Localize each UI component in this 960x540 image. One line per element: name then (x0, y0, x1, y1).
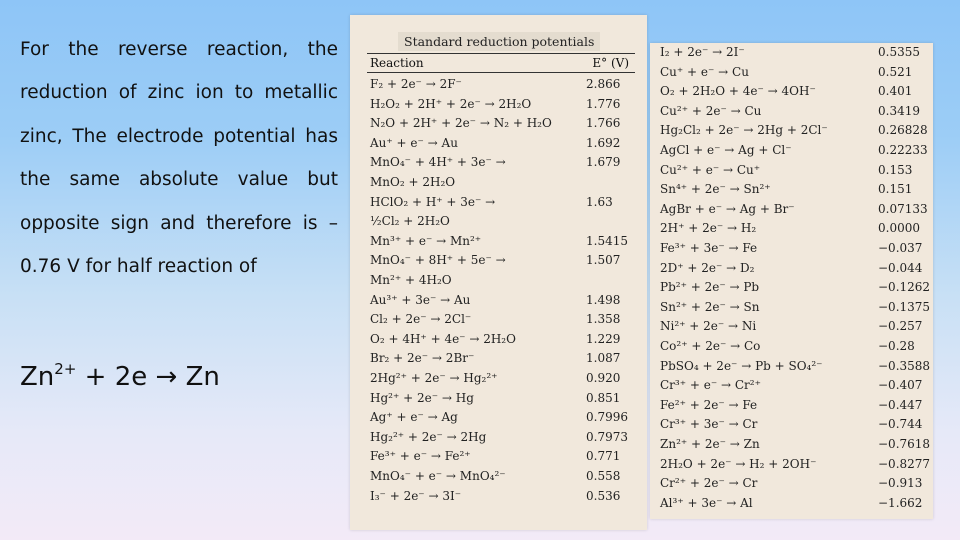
reaction-cell: Br₂ + 2e⁻ → 2Br⁻ (370, 351, 475, 366)
potential-cell: 0.151 (878, 182, 913, 197)
potential-cell: 0.7973 (586, 429, 628, 444)
potential-cell: 1.766 (586, 116, 621, 131)
potential-cell: 0.536 (586, 488, 621, 503)
potential-cell: 0.401 (878, 84, 913, 99)
table-row (660, 337, 925, 355)
reaction-cell: Zn²⁺ + 2e⁻ → Zn (660, 437, 760, 451)
potential-cell: −0.913 (878, 476, 923, 491)
table-row (370, 193, 635, 211)
potential-cell: 0.3419 (878, 103, 920, 118)
table-row (660, 259, 925, 277)
reaction-cell: MnO₄⁻ + 8H⁺ + 5e⁻ → (370, 253, 506, 268)
reaction-cell: Au³⁺ + 3e⁻ → Au (370, 292, 471, 307)
table-row (370, 173, 635, 191)
potential-cell: 0.26828 (878, 123, 928, 138)
reaction-cell: Cr³⁺ + 3e⁻ → Cr (660, 417, 758, 432)
reaction-cell: AgBr + e⁻ → Ag + Br⁻ (660, 201, 795, 216)
reaction-cell: Fe²⁺ + 2e⁻ → Fe (660, 397, 758, 412)
table-row (370, 251, 635, 269)
potential-cell: 1.498 (586, 292, 621, 307)
table-row (660, 494, 925, 512)
reaction-cell: Sn²⁺ + 2e⁻ → Sn (660, 299, 760, 314)
potential-cell: 0.07133 (878, 201, 928, 216)
potential-cell: −0.044 (878, 260, 923, 275)
table-row (370, 232, 635, 250)
equation-rest: + 2e → Zn (76, 362, 220, 392)
header-e0: E° (V) (592, 56, 629, 70)
reaction-cell: Fe³⁺ + 3e⁻ → Fe (660, 241, 758, 255)
reaction-cell: 2H₂O + 2e⁻ → H₂ + 2OH⁻ (660, 456, 817, 471)
reaction-cell: HClO₂ + H⁺ + 3e⁻ → (370, 194, 496, 209)
potential-cell: 1.358 (586, 312, 621, 327)
table-row (370, 467, 635, 485)
reaction-cell: F₂ + 2e⁻ → 2F⁻ (370, 77, 462, 91)
table-row (660, 317, 925, 335)
table-row (660, 180, 925, 198)
potential-cell: 0.558 (586, 469, 621, 483)
reaction-cell: I₃⁻ + 2e⁻ → 3I⁻ (370, 488, 462, 503)
reaction-cell: H₂O₂ + 2H⁺ + 2e⁻ → 2H₂O (370, 96, 532, 111)
table-row (660, 43, 925, 61)
reaction-cell: MnO₂ + 2H₂O (370, 175, 456, 189)
table-row (660, 376, 925, 394)
table-row (660, 455, 931, 473)
reaction-cell: Cu²⁺ + 2e⁻ → Cu (660, 103, 762, 118)
table-row (660, 200, 928, 218)
potential-cell: −0.7618 (878, 437, 931, 451)
potential-cell: 1.679 (586, 155, 621, 170)
table-row (660, 141, 928, 159)
reaction-cell: 2H⁺ + 2e⁻ → H₂ (660, 221, 757, 236)
reaction-cell: Fe³⁺ + e⁻ → Fe²⁺ (370, 449, 471, 464)
potential-cell: 1.5415 (586, 233, 628, 248)
potential-cell: −0.1262 (878, 280, 931, 295)
header-reaction: Reaction (370, 56, 424, 70)
potential-cell: 0.7996 (586, 410, 628, 425)
potential-cell: −0.744 (878, 417, 923, 432)
potential-cell: 0.0000 (878, 221, 920, 236)
potential-cell: −0.257 (878, 319, 923, 334)
potential-cell: 0.920 (586, 371, 621, 385)
reaction-cell: Cr³⁺ + e⁻ → Cr²⁺ (660, 378, 761, 393)
reaction-cell: 2Hg²⁺ + 2e⁻ → Hg₂²⁺ (370, 371, 498, 385)
table-row (370, 428, 635, 446)
potential-cell: 0.521 (878, 64, 913, 79)
reaction-cell: Mn²⁺ + 4H₂O (370, 273, 452, 287)
potential-cell: 1.63 (586, 194, 613, 209)
explanation-paragraph: For the reverse reaction, the reduction of zinc ion to metallic zinc, The electrode potential has the same absolute value but opposite sign and therefore is – 0.76 V for half reaction of (20, 39, 338, 278)
reaction-cell: Ag⁺ + e⁻ → Ag (370, 410, 458, 425)
table-row (370, 75, 635, 93)
table-row (660, 161, 925, 179)
table-row (660, 298, 931, 316)
reaction-cell: Pb²⁺ + 2e⁻ → Pb (660, 280, 760, 295)
table-title: Standard reduction potentials (398, 32, 600, 51)
potential-cell: 1.507 (586, 253, 621, 268)
equation-lhs: Zn (20, 362, 55, 392)
table-row (660, 102, 925, 120)
table-row (660, 357, 931, 375)
potential-cell: −1.662 (878, 495, 923, 510)
table-row (370, 310, 635, 328)
reaction-cell: N₂O + 2H⁺ + 2e⁻ → N₂ + H₂O (370, 116, 552, 131)
potential-cell: 1.776 (586, 96, 621, 111)
table-row (370, 389, 635, 407)
table-row (370, 134, 635, 152)
table-row (370, 153, 635, 171)
table-row (660, 396, 925, 414)
potential-cell: 0.22233 (878, 143, 928, 157)
potential-cell: −0.037 (878, 241, 923, 255)
table-header (367, 53, 635, 73)
reaction-cell: Al³⁺ + 3e⁻ → Al (660, 495, 753, 510)
reaction-cell: Hg₂²⁺ + 2e⁻ → 2Hg (370, 429, 487, 444)
reaction-cell: O₂ + 4H⁺ + 4e⁻ → 2H₂O (370, 331, 516, 346)
reaction-cell: Ni²⁺ + 2e⁻ → Ni (660, 319, 757, 334)
potential-cell: −0.1375 (878, 299, 931, 314)
table-row (660, 82, 925, 100)
equation-charge: 2+ (54, 360, 77, 378)
table-row (370, 408, 635, 426)
reaction-cell: Sn⁴⁺ + 2e⁻ → Sn²⁺ (660, 182, 771, 197)
reaction-cell: Cr²⁺ + 2e⁻ → Cr (660, 476, 758, 491)
potential-cell: 1.087 (586, 351, 621, 366)
reaction-cell: MnO₄⁻ + e⁻ → MnO₄²⁻ (370, 469, 506, 483)
reaction-cell: I₂ + 2e⁻ → 2I⁻ (660, 45, 745, 59)
reaction-cell: ½Cl₂ + 2H₂O (370, 214, 450, 229)
table-row (660, 435, 931, 453)
potential-cell: 2.866 (586, 77, 621, 91)
table-row (370, 212, 635, 230)
reaction-cell: Cu²⁺ + e⁻ → Cu⁺ (660, 162, 761, 177)
reaction-cell: Hg²⁺ + 2e⁻ → Hg (370, 390, 474, 405)
table-row (370, 330, 635, 348)
reaction-cell: Au⁺ + e⁻ → Au (370, 135, 458, 150)
potential-cell: −0.8277 (878, 456, 931, 471)
table-row (370, 95, 635, 113)
table-row (660, 239, 925, 257)
table-row (660, 63, 925, 81)
reaction-cell: Cl₂ + 2e⁻ → 2Cl⁻ (370, 312, 472, 327)
reaction-cell: Cu⁺ + e⁻ → Cu (660, 64, 749, 79)
potential-cell: 0.851 (586, 390, 621, 405)
table-row (370, 487, 635, 505)
table-row (370, 271, 635, 289)
potential-cell: −0.28 (878, 339, 915, 353)
table-row (660, 415, 925, 433)
reaction-cell: Co²⁺ + 2e⁻ → Co (660, 339, 761, 353)
zinc-half-reaction (20, 360, 220, 392)
table-row (370, 447, 635, 465)
potential-cell: −0.3588 (878, 358, 931, 373)
table-row (660, 474, 925, 492)
reaction-cell: 2D⁺ + 2e⁻ → D₂ (660, 260, 755, 275)
reaction-cell: AgCl + e⁻ → Ag + Cl⁻ (660, 143, 792, 157)
reaction-cell: Hg₂Cl₂ + 2e⁻ → 2Hg + 2Cl⁻ (660, 123, 828, 138)
potential-cell: 1.692 (586, 135, 621, 150)
explanation-text (20, 28, 338, 288)
potential-cell: 0.771 (586, 449, 621, 464)
table-row (660, 278, 931, 296)
potential-cell: 1.229 (586, 331, 621, 346)
reaction-cell: PbSO₄ + 2e⁻ → Pb + SO₄²⁻ (660, 358, 823, 373)
reaction-cell: Mn³⁺ + e⁻ → Mn²⁺ (370, 233, 482, 248)
table-row (370, 291, 635, 309)
potential-cell: −0.447 (878, 397, 923, 412)
table-row (370, 369, 635, 387)
potential-cell: −0.407 (878, 378, 923, 393)
potential-cell: 0.153 (878, 162, 913, 177)
potential-cell: 0.5355 (878, 45, 920, 59)
table-row (370, 349, 635, 367)
table-row (660, 219, 925, 237)
reaction-cell: O₂ + 2H₂O + 4e⁻ → 4OH⁻ (660, 84, 816, 99)
table-row (660, 121, 928, 139)
table-row (370, 114, 635, 132)
reaction-cell: MnO₄⁻ + 4H⁺ + 3e⁻ → (370, 155, 506, 170)
